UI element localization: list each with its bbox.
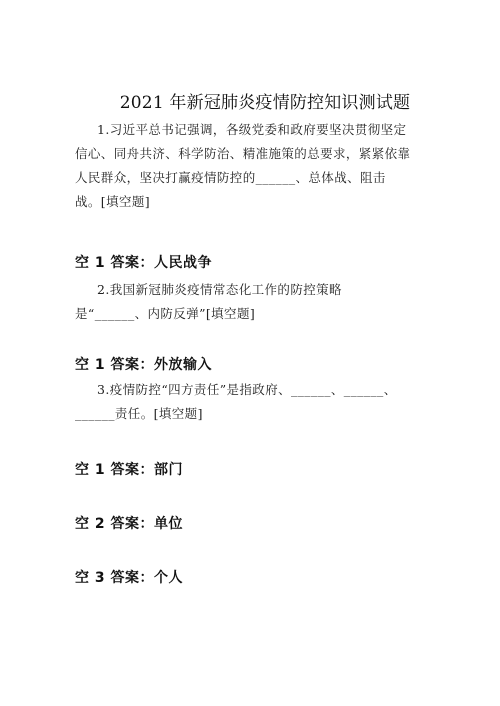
answer-value: 外放输入 [154, 357, 212, 373]
answer-label: 空 1 答案： [75, 255, 154, 271]
answer-value: 个人 [154, 570, 183, 586]
answer-value: 单位 [154, 516, 183, 532]
answer-1-blank-1 [75, 252, 212, 272]
answer-label: 空 1 答案： [75, 462, 154, 478]
answer-3-blank-1 [75, 459, 183, 479]
answer-2-blank-1 [75, 354, 212, 374]
question-1: 1.习近平总书记强调，各级党委和政府要坚决贯彻坚定信心、同舟共济、科学防治、精准施策的总要求，紧紧依靠人民群众，坚决打赢疫情防控的______、总体战、阻击战。[填空题] [75, 122, 411, 209]
question-3: 3.疫情防控“四方责任”是指政府、______、______、______责任。[填空题] [75, 382, 397, 421]
question-2: 2.我国新冠肺炎疫情常态化工作的防控策略是“______、内防反弹”[填空题] [75, 282, 342, 321]
answer-label: 空 3 答案： [75, 570, 154, 586]
answer-value: 部门 [154, 462, 183, 478]
answer-3-blank-2 [75, 513, 183, 533]
answer-value: 人民战争 [154, 255, 212, 271]
answer-label: 空 2 答案： [75, 516, 154, 532]
answer-3-blank-3 [75, 567, 183, 587]
answer-label: 空 1 答案： [75, 357, 154, 373]
document-title: 2021 年新冠肺炎疫情防控知识测试题 [119, 93, 411, 113]
